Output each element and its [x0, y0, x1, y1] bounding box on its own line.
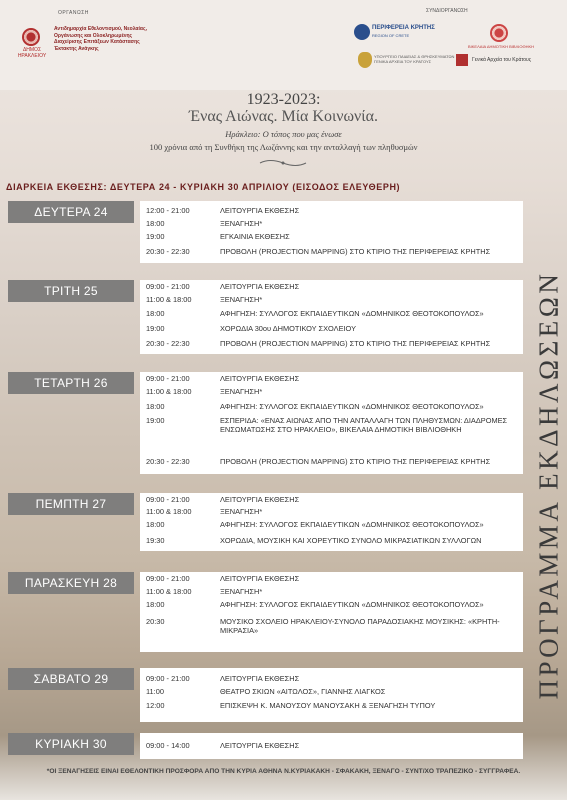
event-description: ΘΕΑΤΡΟ ΣΚΙΩΝ «ΑΙΤΩΛΟΣ», ΓΙΑΝΝΗΣ ΛΙΑΓΚΟΣ	[220, 687, 386, 696]
day-events-box	[140, 733, 523, 759]
event-description: ΛΕΙΤΟΥΡΓΙΑ ΕΚΘΕΣΗΣ	[220, 495, 300, 504]
event-description: ΑΦΗΓΗΣΗ: ΣΥΛΛΟΓΟΣ ΕΚΠΑΙΔΕΥΤΙΚΩΝ «ΔΟΜΗΝΙΚΟΣ ΘΕΟΤΟΚΟΠΟΥΛΟΣ»	[220, 402, 484, 411]
event-description: ΠΡΟΒΟΛΗ (PROJECTION MAPPING) ΣΤΟ ΚΤΙΡΙΟ ΤΗΣ ΠΕΡΙΦΕΡΕΙΑΣ ΚΡΗΤΗΣ	[220, 339, 491, 348]
event-description: ΑΦΗΓΗΣΗ: ΣΥΛΛΟΓΟΣ ΕΚΠΑΙΔΕΥΤΙΚΩΝ «ΔΟΜΗΝΙΚΟΣ ΘΕΟΤΟΚΟΠΟΥΛΟΣ»	[220, 520, 484, 529]
event-time: 20:30 - 22:30	[146, 247, 190, 256]
event-description: ΠΡΟΒΟΛΗ (PROJECTION MAPPING) ΣΤΟ ΚΤΙΡΙΟ ΤΗΣ ΠΕΡΙΦΕΡΕΙΑΣ ΚΡΗΤΗΣ	[220, 247, 491, 256]
event-time: 09:00 - 21:00	[146, 674, 190, 683]
day-label: ΤΕΤΑΡΤΗ 26	[8, 372, 134, 394]
page-title: Ένας Αιώνας. Μία Κοινωνία.	[189, 108, 378, 125]
day-events-box	[140, 372, 523, 474]
program-title-vertical	[534, 205, 564, 765]
event-description: ΛΕΙΤΟΥΡΓΙΑ ΕΚΘΕΣΗΣ	[220, 374, 300, 383]
coorganizer-label: ΣΥΝΔΙΟΡΓΑΝΩΣΗ	[426, 8, 468, 14]
day-label: ΠΑΡΑΣΚΕΥΗ 28	[8, 572, 134, 594]
event-description: ΛΕΙΤΟΥΡΓΙΑ ΕΚΘΕΣΗΣ	[220, 741, 300, 750]
title-years: 1923-2023:	[246, 91, 321, 108]
library-logo-icon	[490, 24, 508, 42]
event-description: ΑΦΗΓΗΣΗ: ΣΥΛΛΟΓΟΣ ΕΚΠΑΙΔΕΥΤΙΚΩΝ «ΔΟΜΗΝΙΚΟΣ ΘΕΟΤΟΚΟΠΟΥΛΟΣ»	[220, 309, 484, 318]
event-description: ΑΦΗΓΗΣΗ: ΣΥΛΛΟΓΟΣ ΕΚΠΑΙΔΕΥΤΙΚΩΝ «ΔΟΜΗΝΙΚΟΣ ΘΕΟΤΟΚΟΠΟΥΛΟΣ»	[220, 600, 484, 609]
day-label: ΔΕΥΤΕΡΑ 24	[8, 201, 134, 223]
archives-text: Γενικά Αρχεία του Κράτους	[472, 57, 532, 63]
event-time: 12:00	[146, 701, 165, 710]
event-time: 12:00 - 21:00	[146, 206, 190, 215]
event-time: 11:00	[146, 687, 164, 696]
event-time: 19:00	[146, 416, 165, 425]
day-events-box	[140, 572, 523, 652]
event-time: 19:00	[146, 324, 165, 333]
subtitle-1: Ηράκλειο: Ο τόπος που μας ένωσε	[225, 129, 342, 139]
event-time: 20:30	[146, 617, 165, 626]
event-description: ΛΕΙΤΟΥΡΓΙΑ ΕΚΘΕΣΗΣ	[220, 574, 300, 583]
event-description: ΞΕΝΑΓΗΣΗ*	[220, 387, 263, 396]
region-crete-icon	[354, 24, 370, 40]
event-time: 20:30 - 22:30	[146, 339, 190, 348]
event-description: ΞΕΝΑΓΗΣΗ*	[220, 507, 263, 516]
event-description: ΛΕΙΤΟΥΡΓΙΑ ΕΚΘΕΣΗΣ	[220, 674, 300, 683]
day-events-box	[140, 201, 523, 263]
ministry-text: ΥΠΟΥΡΓΕΙΟ ΠΑΙΔΕΙΑΣ & ΘΡΗΣΚΕΥΜΑΤΩΝ ΓΕΝΙΚΑ ΑΡΧΕΙΑ ΤΟΥ ΚΡΑΤΟΥΣ	[374, 54, 455, 64]
day-label: ΠΕΜΠΤΗ 27	[8, 493, 134, 515]
footer-note: *ΟΙ ΞΕΝΑΓΗΣΕΙΣ ΕΙΝΑΙ ΕΘΕΛΟΝΤΙΚΗ ΠΡΟΣΦΟΡΑ ΑΠΟ ΤΗΝ ΚΥΡΙΑ ΑΘΗΝΑ Ν.ΚΥΡΙΑΚΑΚΗ - ΣΦΑΚΑΚΗ, ΞΕΝΑΓΟ - ΣΥΝΤ/ΧΟ ΤΡΑΠΕΖΙΚΟ - ΣΥΓΓΡΑΦΕΑ.	[46, 768, 521, 775]
event-time: 09:00 - 21:00	[146, 574, 190, 583]
day-label: ΣΑΒΒΑΤΟ 29	[8, 668, 134, 690]
region-sub: REGION OF CRETE	[372, 33, 410, 38]
day-events-box	[140, 280, 523, 354]
organizer-text: Αντιδημαρχία Εθελοντισμού, Νεολαίας, Οργάνωσης και Ολοκληρωμένης Διαχείρισης Επιτάξεων Κατάστασης Έκτακτης Ανάγκης	[54, 26, 147, 52]
event-time: 18:00	[146, 600, 165, 609]
event-time: 11:00 & 18:00	[146, 295, 192, 304]
event-time: 11:00 & 18:00	[146, 507, 192, 516]
event-time: 11:00 & 18:00	[146, 387, 192, 396]
day-label: ΤΡΙΤΗ 25	[8, 280, 134, 302]
organizer-label: ΟΡΓΑΝΩΣΗ	[58, 10, 89, 16]
event-description: ΜΟΥΣΙΚΟ ΣΧΟΛΕΙΟ ΗΡΑΚΛΕΙΟΥ-ΣΥΝΟΛΟ ΠΑΡΑΔΟΣΙΑΚΗΣ ΜΟΥΣΙΚΗΣ: «ΚΡΗΤΗ-ΜΙΚΡΑΣΙΑ»	[220, 617, 500, 635]
event-time: 20:30 - 22:30	[146, 457, 190, 466]
event-description: ΧΟΡΩΔΙΑ, ΜΟΥΣΙΚΗ ΚΑΙ ΧΟΡΕΥΤΙΚΟ ΣΥΝΟΛΟ ΜΙΚΡΑΣΙΑΤΙΚΩΝ ΣΥΛΛΟΓΩΝ	[220, 536, 482, 545]
archives-logo-icon	[456, 54, 468, 66]
event-description: ΛΕΙΤΟΥΡΓΙΑ ΕΚΘΕΣΗΣ	[220, 206, 300, 215]
event-description: ΞΕΝΑΓΗΣΗ*	[220, 295, 263, 304]
event-time: 18:00	[146, 520, 165, 529]
event-time: 09:00 - 21:00	[146, 495, 190, 504]
municipality-name: ΔΗΜΟΣ ΗΡΑΚΛΕΙΟΥ	[17, 47, 47, 59]
event-time: 09:00 - 14:00	[146, 741, 190, 750]
event-time: 19:00	[146, 232, 165, 241]
event-description: ΞΕΝΑΓΗΣΗ*	[220, 587, 263, 596]
event-time: 19:30	[146, 536, 165, 545]
event-time: 09:00 - 21:00	[146, 374, 190, 383]
library-name: ΒΙΚΕΛΑΙΑ ΔΗΜΟΤΙΚΗ ΒΙΒΛΙΟΘΗΚΗ	[467, 44, 535, 49]
event-time: 18:00	[146, 402, 165, 411]
region-name: ΠΕΡΙΦΕΡΕΙΑ ΚΡΗΤΗΣ REGION OF CRETE	[372, 25, 444, 39]
municipality-seal-icon	[22, 28, 40, 46]
ministry-emblem-icon	[358, 52, 372, 68]
coorganizer-logos	[350, 22, 560, 72]
event-time: 18:00	[146, 219, 165, 228]
day-events-box	[140, 493, 523, 551]
event-description: ΧΟΡΩΔΙΑ 30ου ΔΗΜΟΤΙΚΟΥ ΣΧΟΛΕΙΟΥ	[220, 324, 356, 333]
event-description: ΠΡΟΒΟΛΗ (PROJECTION MAPPING) ΣΤΟ ΚΤΙΡΙΟ ΤΗΣ ΠΕΡΙΦΕΡΕΙΑΣ ΚΡΗΤΗΣ	[220, 457, 491, 466]
event-description: ΕΣΠΕΡΙΔΑ: «ΕΝΑΣ ΑΙΩΝΑΣ ΑΠΟ ΤΗΝ ΑΝΤΑΛΛΑΓΗ ΤΩΝ ΠΛΗΘΥΣΜΩΝ: ΔΙΑΔΡΟΜΕΣ ΕΝΣΩΜΑΤΩΣΗΣ ΣΤΟ ΗΡΑΚΛΕΙΟ», ΒΙΚΕΛΑΙΑ ΔΗΜΟΤΙΚΗ ΒΙΒΛΙΟΘΗΚΗ	[220, 416, 508, 434]
ornament-icon	[258, 158, 308, 168]
day-events-box	[140, 668, 523, 722]
event-description: ΕΠΙΣΚΕΨΗ Κ. ΜΑΝΟΥΣΟΥ ΜΑΝΟΥΣΑΚΗ & ΞΕΝΑΓΗΣΗ ΤΥΠΟΥ	[220, 701, 436, 710]
exhibition-duration: ΔΙΑΡΚΕΙΑ ΕΚΘΕΣΗΣ: ΔΕΥΤΕΡΑ 24 - ΚΥΡΙΑΚΗ 30 ΑΠΡΙΛΙΟΥ (ΕΙΣΟΔΟΣ ΕΛΕΥΘΕΡΗ)	[6, 182, 401, 192]
day-label: ΚΥΡΙΑΚΗ 30	[8, 733, 134, 755]
header-bar	[0, 0, 567, 90]
organizer-block	[14, 24, 147, 74]
event-description: ΞΕΝΑΓΗΣΗ*	[220, 219, 263, 228]
subtitle-2: 100 χρόνια από τη Συνθήκη της Λωζάννης και την ανταλλαγή των πληθυσμών	[149, 142, 418, 152]
event-description: ΛΕΙΤΟΥΡΓΙΑ ΕΚΘΕΣΗΣ	[220, 282, 300, 291]
event-time: 18:00	[146, 309, 165, 318]
event-time: 09:00 - 21:00	[146, 282, 190, 291]
event-time: 11:00 & 18:00	[146, 587, 192, 596]
program-title: ΠΡΟΓΡΑΜΜΑ ΕΚΔΗΛΩΣΕΩΝ	[533, 270, 564, 700]
event-description: ΕΓΚΑΙΝΙΑ ΕΚΘΕΣΗΣ	[220, 232, 290, 241]
